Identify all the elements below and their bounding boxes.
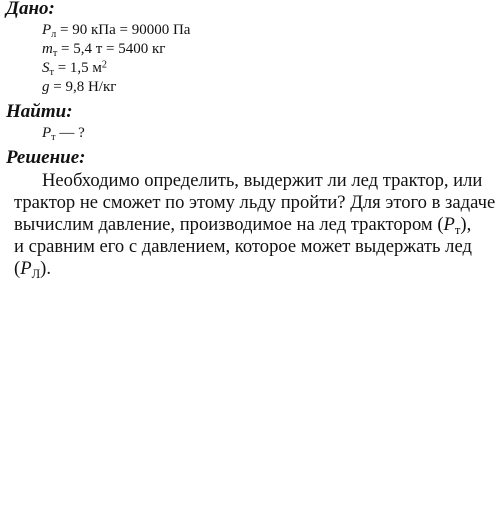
given-tractor-mass: $m_т = 5,4$ т = 5400 кг bbox=[42, 41, 166, 60]
solution-paragraph-line: вычислим давление, производимое на лед трактором $(P_т)$, bbox=[14, 214, 472, 237]
solution-paragraph-line: $(P_Л)$. bbox=[14, 258, 51, 281]
find-tractor-pressure: $P_т$ — ? bbox=[42, 125, 85, 144]
given-heading: Дано: bbox=[6, 0, 55, 19]
solution-paragraph-line: и сравним его с давлением, которое может выдержать лед bbox=[14, 236, 472, 257]
solution-paragraph-line: Необходимо определить, выдержит ли лед трактор, или bbox=[42, 170, 483, 191]
solution-heading: Решение: bbox=[6, 147, 86, 168]
given-ice-pressure: $P_л = 90$ кПа = 90000 Па bbox=[42, 22, 191, 41]
solution-paragraph-line: трактор не сможет по этому льду пройти? Для этого в задаче bbox=[14, 192, 495, 213]
given-tractor-area: $S_т = 1,5$ $м^2$ bbox=[42, 59, 107, 79]
given-gravity: g = 9,8 Н/кг bbox=[42, 79, 117, 95]
find-heading: Найти: bbox=[6, 101, 73, 122]
